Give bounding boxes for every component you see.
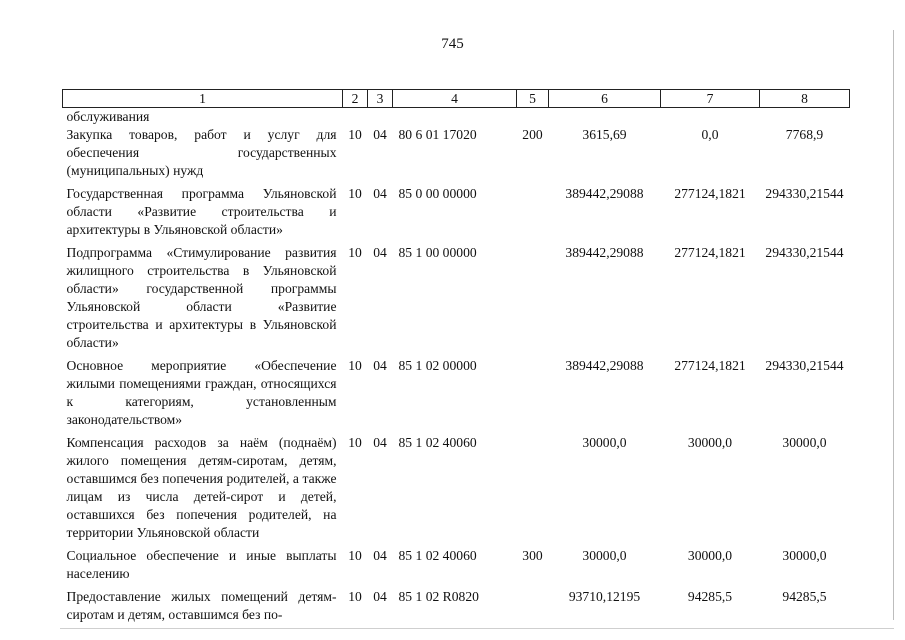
row-amount-2: 30000,0	[687, 435, 733, 450]
row-subsection: 04	[373, 358, 387, 373]
row-section: 10	[348, 548, 362, 563]
row-amount-3: 30000,0	[782, 548, 827, 563]
header-row	[63, 90, 850, 108]
row-expense-type	[517, 239, 549, 352]
table-row	[63, 583, 850, 624]
table-row	[63, 352, 850, 429]
row-description: Компенсация расходов за наём (поднаём) жилого помещения детям-сиротам, детям, оставшимся без попечения родителей, а также лицам из числа детей-сирот и детей, оставшихся без попечения родителей, на территории Ульяновской области	[66, 435, 337, 540]
row-amount-1	[549, 108, 661, 127]
row-amount-2	[661, 108, 760, 127]
row-target-code: 85 1 02 00000	[398, 358, 477, 373]
header-col-6: 6	[549, 90, 661, 108]
row-description: Основное мероприятие «Обеспечение жилыми помещениями граждан, относящихся к категориям, установленным законодательством»	[66, 358, 337, 427]
row-subsection: 04	[373, 245, 387, 260]
row-target-code: 85 1 02 40060	[398, 548, 477, 563]
row-description: Государственная программа Ульяновской области «Развитие строительства и архитектуры в Ульяновской области»	[66, 186, 337, 237]
row-expense-type	[517, 429, 549, 542]
row-section: 10	[348, 186, 362, 201]
row-subsection: 04	[373, 127, 387, 142]
row-expense-type: 200	[522, 127, 543, 142]
header-col-4: 4	[393, 90, 517, 108]
row-amount-1: 3615,69	[582, 127, 627, 142]
page-number: 745	[441, 36, 464, 52]
row-amount-2: 277124,1821	[674, 245, 746, 260]
header-col-1: 1	[63, 90, 343, 108]
row-amount-1: 389442,29088	[565, 245, 644, 260]
row-amount-2: 277124,1821	[674, 186, 746, 201]
row-amount-1: 389442,29088	[565, 358, 644, 373]
header-col-3: 3	[368, 90, 393, 108]
row-expense-type: 300	[522, 548, 543, 563]
table-row	[63, 180, 850, 239]
row-section: 10	[348, 245, 362, 260]
header-col-8: 8	[760, 90, 850, 108]
row-amount-3: 7768,9	[785, 127, 824, 142]
row-target-code: 85 1 00 00000	[398, 245, 477, 260]
row-expense-type	[517, 352, 549, 429]
row-amount-1: 30000,0	[582, 435, 627, 450]
row-description: Закупка товаров, работ и услуг для обеспечения государственных (муниципальных) нужд	[66, 127, 337, 178]
header-col-7: 7	[661, 90, 760, 108]
row-section: 10	[348, 435, 362, 450]
budget-table	[62, 89, 850, 624]
header-col-5: 5	[517, 90, 549, 108]
row-amount-3	[760, 108, 850, 127]
row-expense-type	[517, 108, 549, 127]
row-amount-3: 94285,5	[782, 589, 827, 604]
row-amount-3: 294330,21544	[765, 245, 844, 260]
row-section: 10	[348, 358, 362, 373]
row-subsection	[368, 108, 393, 127]
row-target-code: 80 6 01 17020	[398, 127, 477, 142]
row-amount-3: 30000,0	[782, 435, 827, 450]
table-row	[63, 429, 850, 542]
row-section	[343, 108, 368, 127]
row-subsection: 04	[373, 186, 387, 201]
row-amount-2: 30000,0	[687, 548, 733, 563]
row-subsection: 04	[373, 435, 387, 450]
row-expense-type	[517, 583, 549, 624]
row-description: Подпрограмма «Стимулирование развития жилищного строительства в Ульяновской области» государственной программы Ульяновской области «Развитие строительства и архитектуры в Ульяновской области»	[66, 245, 337, 350]
row-target-code: 85 1 02 40060	[398, 435, 477, 450]
row-subsection: 04	[373, 589, 387, 604]
table-row	[63, 542, 850, 583]
header-col-2: 2	[343, 90, 368, 108]
row-amount-2: 0,0	[701, 127, 719, 142]
row-target-code	[393, 108, 517, 127]
row-section: 10	[348, 589, 362, 604]
row-amount-3: 294330,21544	[765, 358, 844, 373]
row-section: 10	[348, 127, 362, 142]
row-subsection: 04	[373, 548, 387, 563]
row-description: Предоставление жилых помещений детям-сиротам и детям, оставшимся без по-	[66, 589, 337, 622]
row-target-code: 85 0 00 00000	[398, 186, 477, 201]
scan-edge-line	[893, 30, 894, 620]
row-amount-3: 294330,21544	[765, 186, 844, 201]
table-row	[63, 239, 850, 352]
row-description: Социальное обеспечение и иные выплаты населению	[66, 548, 337, 581]
row-amount-1: 389442,29088	[565, 186, 644, 201]
row-amount-2: 94285,5	[687, 589, 733, 604]
table-row	[63, 108, 850, 127]
table-row	[63, 126, 850, 180]
row-target-code: 85 1 02 R0820	[398, 589, 479, 604]
row-amount-1: 93710,12195	[568, 589, 641, 604]
row-description: обслуживания	[66, 109, 150, 124]
row-amount-2: 277124,1821	[674, 358, 746, 373]
scan-bottom-line	[60, 628, 894, 629]
row-amount-1: 30000,0	[582, 548, 627, 563]
row-expense-type	[517, 180, 549, 239]
